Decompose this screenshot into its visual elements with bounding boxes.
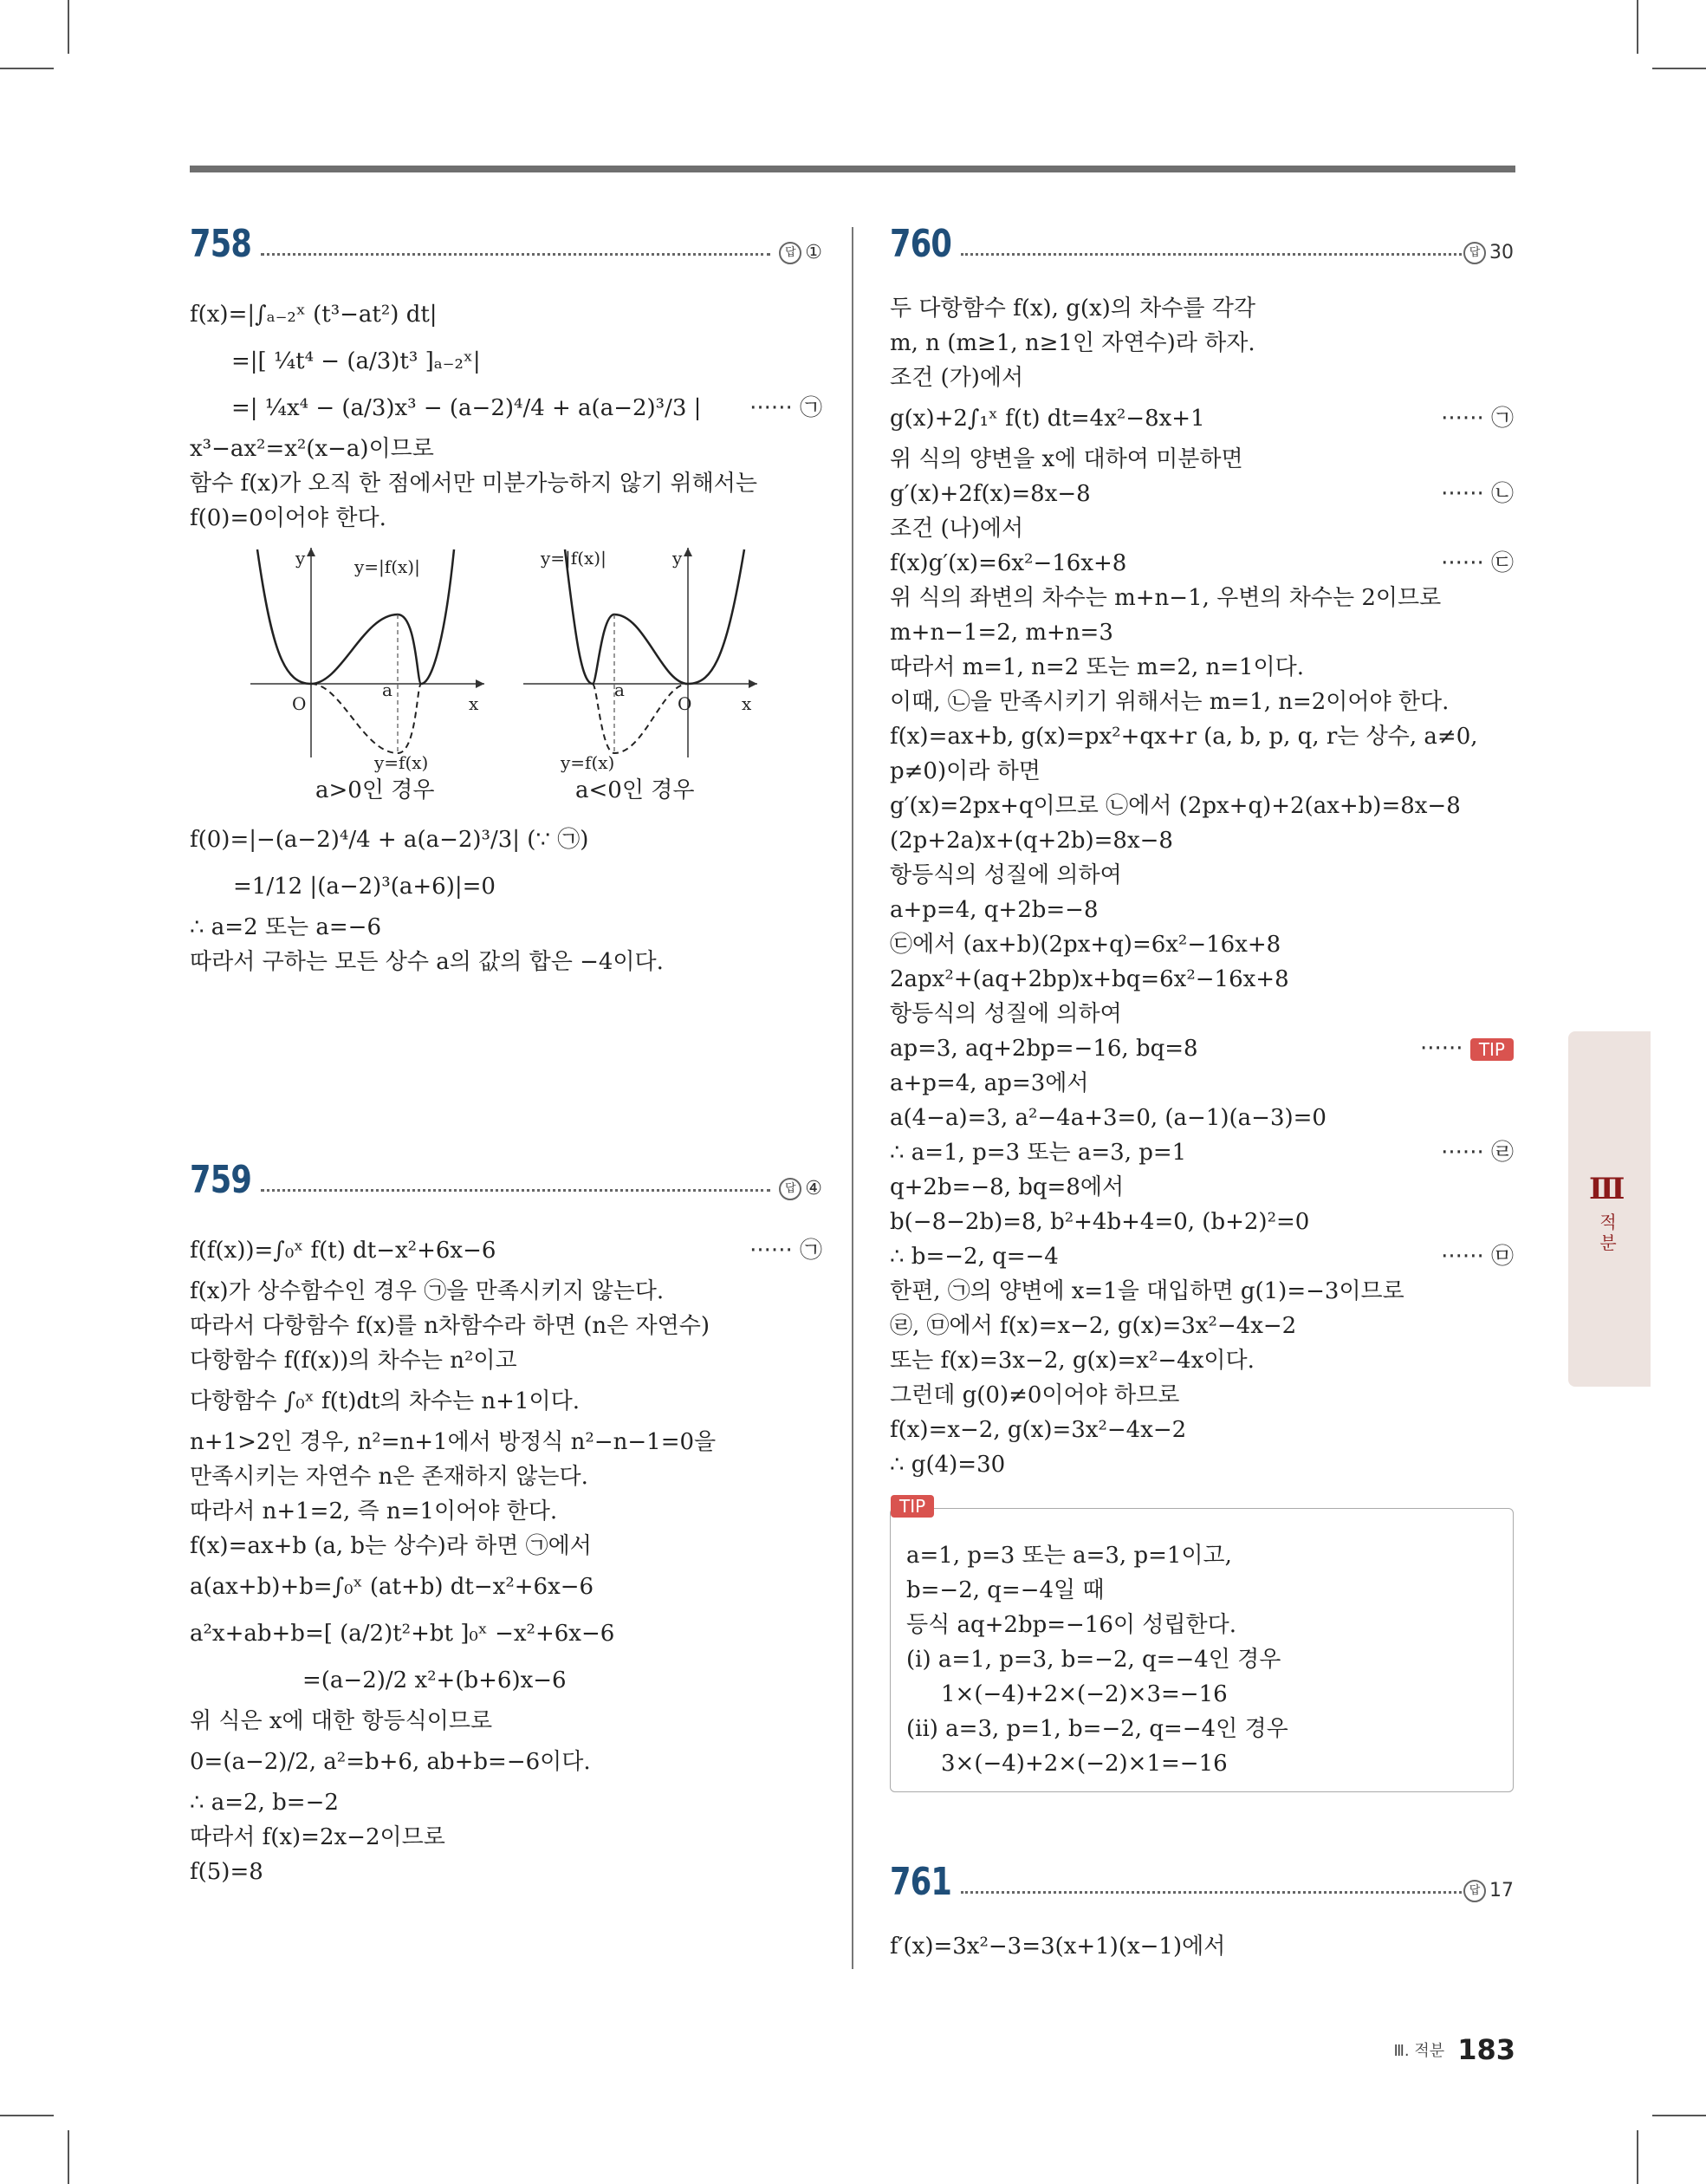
line-text: 따라서 m=1, n=2 또는 m=2, n=1이다. [890,654,1305,680]
line-text: f(x)=ax+b (a, b는 상수)라 하면 ㉠에서 [190,1533,592,1559]
solution-line [890,1031,1514,1066]
right-column [890,222,1514,1960]
solution-line [890,754,1514,789]
solution-line [890,1343,1514,1378]
line-text: g(x)+2∫₁ˣ f(t) dt=4x²−8x+1 [890,406,1205,432]
solution-line [890,1135,1514,1170]
solution-line [890,326,1514,361]
equation-mark: ······ ㉤ [1441,1244,1514,1270]
line-text: b(−8−2b)=8, b²+4b+4=0, (b+2)²=0 [890,1209,1310,1235]
solution-line [890,1239,1514,1274]
solution-line [890,1101,1514,1135]
line-text: ∴ a=2, b=−2 [190,1790,339,1816]
solution-line [190,1425,822,1459]
curve-label-abs: y=|f(x)| [354,556,420,577]
solution-line [190,1494,822,1529]
solution-line [890,962,1514,997]
line-text: 위 식의 양변을 x에 대하여 미분하면 [890,446,1243,472]
solution-line [890,615,1514,650]
line-text: a(4−a)=3, a²−4a+3=0, (a−1)(a−3)=0 [890,1105,1327,1131]
line-text: f(0)=|−(a−2)⁴/4 + a(a−2)³/3| (∵ ㉠) [190,827,589,853]
tip-line [906,1573,1497,1608]
solution-lines [190,816,822,979]
crop-mark [1637,0,1638,54]
footer-chapter: Ⅲ. 적분 [1393,2042,1445,2060]
solution-line [190,1820,822,1855]
problem-header [890,222,1514,283]
line-text: f(5)=8 [190,1859,263,1885]
solution-line [190,1739,822,1785]
solution-line [190,338,822,385]
line-text: a(ax+b)+b=∫₀ˣ (at+b) dt−x²+6x−6 [190,1574,594,1600]
solution-line [190,1227,822,1274]
line-text: 이때, ㉡을 만족시키기 위해서는 m=1, n=2이어야 한다. [890,689,1450,715]
crop-mark [1652,2115,1706,2116]
line-text: 등식 aq+2bp=−16이 성립한다. [906,1612,1237,1638]
equation-mark: ······ ㉠ [749,1238,822,1264]
answer-label [779,236,822,270]
solution-line [890,361,1514,395]
solution-line [890,1205,1514,1239]
line-text: (i) a=1, p=3, b=−2, q=−4인 경우 [906,1647,1281,1673]
solution-line [190,1785,822,1820]
line-text: 따라서 다항함수 f(x)를 n차함수라 하면 (n은 자연수) [190,1313,710,1339]
answer-icon: 답 [779,1178,801,1200]
crop-mark [0,2115,54,2116]
line-text: p≠0)이라 하면 [890,758,1041,784]
problem-number: 758 [190,222,252,266]
tip-badge: TIP [891,1495,934,1518]
line-text: 3×(−4)+2×(−2)×1=−16 [941,1751,1228,1777]
problem-number: 760 [890,222,952,266]
line-text: =| ¼x⁴ − (a/3)x³ − (a−2)⁴/4 + a(a−2)³/3 | [231,395,702,421]
chapter-label: 적분 [1599,1212,1617,1253]
crop-mark [68,0,69,54]
solution-line [190,945,822,979]
equation-mark: ······ ㉢ [1441,550,1514,576]
problem-number: 759 [190,1158,252,1202]
solution-lines [890,291,1514,1482]
line-text: f(x)g′(x)=6x²−16x+8 [890,550,1127,576]
equation-mark: ······ ㉡ [1441,481,1514,507]
graph-a-negative [523,548,757,757]
equation-mark: ······ ㉣ [1441,1140,1514,1166]
problem-761 [890,1860,1514,1964]
chapter-roman: Ⅲ [1589,1172,1625,1206]
solution-line [890,927,1514,962]
crop-mark [1637,2130,1638,2184]
graphs-svg [190,541,822,775]
tip-line [906,1746,1497,1781]
problem-758 [190,222,822,979]
line-text: a=1, p=3 또는 a=3, p=1이고, [906,1543,1232,1569]
curve-label-f: y=f(x) [374,752,429,773]
line-text: f(x)=|∫ₐ₋₂ˣ (t³−at²) dt| [190,302,438,328]
solution-line [890,789,1514,823]
line-text: 다항함수 f(f(x))의 차수는 n²이고 [190,1348,517,1374]
solution-line [190,501,822,536]
line-text: a²x+ab+b=[ (a/2)t²+bt ]₀ˣ −x²+6x−6 [190,1621,615,1647]
page-number: 183 [1457,2033,1515,2066]
answer-icon: 답 [779,242,801,264]
graph-figures [190,541,822,809]
solution-lines [190,1227,822,1889]
page-footer [1393,2033,1515,2066]
solution-line [890,858,1514,893]
line-text: =(a−2)/2 x²+(b+6)x−6 [302,1667,567,1693]
line-text: 항등식의 성질에 의하여 [890,1001,1122,1027]
solution-line [890,1170,1514,1205]
answer-icon: 답 [1463,1880,1486,1902]
line-text: 위 식은 x에 대한 항등식이므로 [190,1708,493,1734]
line-text: 1×(−4)+2×(−2)×3=−16 [941,1681,1228,1707]
line-text: f(x)=ax+b, g(x)=px²+qx+r (a, b, p, q, r는 상수, a≠0, [890,724,1478,750]
solution-line [190,1657,822,1704]
line-text: f(f(x))=∫₀ˣ f(t) dt−x²+6x−6 [190,1238,496,1264]
solution-line [190,816,822,863]
chapter-tab [1568,1031,1651,1387]
line-text: b=−2, q=−4일 때 [906,1577,1105,1603]
line-text: (ii) a=3, p=1, b=−2, q=−4인 경우 [906,1716,1288,1742]
line-text: =1/12 |(a−2)³(a+6)|=0 [233,874,496,900]
line-text: 그런데 g(0)≠0이어야 하므로 [890,1382,1180,1408]
line-text: 따라서 n+1=2, 즉 n=1이어야 한다. [190,1498,558,1524]
line-text: ap=3, aq+2bp=−16, bq=8 [890,1036,1198,1062]
line-text: q+2b=−8, bq=8에서 [890,1174,1125,1200]
solution-lines [190,291,822,536]
line-text: a+p=4, ap=3에서 [890,1070,1089,1096]
line-text: a+p=4, q+2b=−8 [890,897,1099,923]
line-text: f(x)=x−2, g(x)=3x²−4x−2 [890,1417,1187,1443]
solution-line [190,1343,822,1378]
line-text: ㉢에서 (ax+b)(2px+q)=6x²−16x+8 [890,932,1281,958]
leader-dots [961,1891,1462,1894]
leader-dots [261,253,770,256]
tip-line [906,1712,1497,1746]
answer-value: 17 [1489,1880,1514,1901]
line-text: 따라서 구하는 모든 상수 a의 값의 합은 −4이다. [190,949,664,975]
line-text: 2apx²+(aq+2bp)x+bq=6x²−16x+8 [890,966,1289,992]
problem-header [190,1158,822,1219]
solution-line [890,477,1514,511]
answer-value: ④ [805,1178,822,1199]
solution-line [890,1309,1514,1343]
solution-line [890,1274,1514,1309]
solution-line [190,1704,822,1739]
solution-line [190,1529,822,1563]
solution-line [890,1413,1514,1447]
line-text: ∴ b=−2, q=−4 [890,1244,1059,1270]
crop-mark [68,2130,69,2184]
origin-label: O [678,693,692,714]
equation-mark: ······ ㉠ [749,395,822,421]
line-text: 두 다항함수 f(x), g(x)의 차수를 각각 [890,296,1256,322]
crop-mark [0,68,54,69]
solution-line [890,291,1514,326]
solution-line [890,685,1514,719]
solution-line [190,1563,822,1610]
solution-line [890,546,1514,581]
crop-mark [1652,68,1706,69]
solution-line [190,466,822,501]
line-text: ∴ g(4)=30 [890,1452,1006,1478]
line-text: g′(x)=2px+q이므로 ㉡에서 (2px+q)+2(ax+b)=8x−8 [890,793,1461,819]
solution-line [890,1929,1514,1964]
line-text: g′(x)+2f(x)=8x−8 [890,481,1091,507]
line-text: 다항함수 ∫₀ˣ f(t)dt의 차수는 n+1이다. [190,1388,580,1414]
solution-line [890,823,1514,858]
line-text: ∴ a=2 또는 a=−6 [190,914,382,940]
line-text: 위 식의 좌변의 차수는 m+n−1, 우변의 차수는 2이므로 [890,585,1442,611]
solution-line [890,511,1514,546]
equation-mark: ······ ㉠ [1441,406,1514,432]
origin-label: O [292,693,307,714]
point-label-a: a [382,679,392,700]
answer-label [1463,1874,1514,1908]
problem-number: 761 [890,1860,952,1904]
tip-line [906,1608,1497,1642]
problem-header [190,222,822,283]
line-text: 0=(a−2)/2, a²=b+6, ab+b=−6이다. [190,1749,591,1775]
solution-line [190,291,822,338]
tip-box [890,1496,1514,1792]
solution-line [190,1274,822,1309]
point-label-a: a [614,679,625,700]
line-text: m+n−1=2, m+n=3 [890,620,1113,646]
solution-line [890,581,1514,615]
solution-line [890,893,1514,927]
solution-line [190,1378,822,1425]
line-text: 한편, ㉠의 양변에 x=1을 대입하면 g(1)=−3이므로 [890,1278,1404,1304]
line-text: ㉣, ㉤에서 f(x)=x−2, g(x)=3x²−4x−2 [890,1313,1297,1339]
solution-line [190,1459,822,1494]
tip-line [906,1677,1497,1712]
line-text: (2p+2a)x+(q+2b)=8x−8 [890,828,1173,854]
curve-label-f: y=f(x) [561,752,615,773]
line-text: m, n (m≥1, n≥1인 자연수)라 하자. [890,330,1255,356]
line-text: ∴ a=1, p=3 또는 a=3, p=1 [890,1140,1187,1166]
leader-dots [261,1189,770,1192]
header-rule [190,166,1515,172]
line-text: f(x)가 상수함수인 경우 ㉠을 만족시키지 않는다. [190,1278,665,1304]
tip-badge: TIP [1470,1038,1514,1061]
line-text: n+1>2인 경우, n²=n+1에서 방정식 n²−n−1=0을 [190,1429,717,1455]
left-column [190,222,822,1885]
figure-caption: a>0인 경우 [315,777,435,803]
solution-line [890,719,1514,754]
solution-line [190,910,822,945]
line-text: 또는 f(x)=3x−2, g(x)=x²−4x이다. [890,1348,1255,1374]
axis-label-x: x [742,693,752,714]
line-text: 조건 (가)에서 [890,365,1024,391]
line-text: 따라서 f(x)=2x−2이므로 [190,1824,445,1850]
axis-label-y: y [672,548,683,569]
problem-header [890,1860,1514,1921]
line-text: =|[ ¼t⁴ − (a/3)t³ ]ₐ₋₂ˣ| [231,348,481,374]
line-text: f(0)=0이어야 한다. [190,505,386,531]
axis-label-y: y [295,548,306,569]
solution-line [190,432,822,466]
tip-line [906,1538,1497,1573]
solution-line [190,1855,822,1889]
solution-line [190,1610,822,1657]
line-text: f′(x)=3x²−3=3(x+1)(x−1)에서 [890,1934,1226,1960]
axis-label-x: x [469,693,479,714]
solution-line [890,442,1514,477]
figure-caption: a<0인 경우 [575,777,695,803]
solution-line [890,395,1514,442]
curve-label-abs: y=|f(x)| [541,548,607,569]
solution-line [890,1378,1514,1413]
line-text: 함수 f(x)가 오직 한 점에서만 미분가능하지 않기 위해서는 [190,471,757,497]
answer-value: 30 [1489,242,1514,263]
tip-line [906,1642,1497,1677]
line-text: x³−ax²=x²(x−a)이므로 [190,436,434,462]
problem-759 [190,1158,822,1889]
solution-line [890,1066,1514,1101]
answer-icon: 답 [1463,242,1486,264]
tip-reference: ······ TIP [1420,1031,1514,1066]
solution-line [190,385,822,432]
answer-label [1463,236,1514,270]
line-text: 조건 (나)에서 [890,516,1024,542]
solution-line [890,650,1514,685]
solution-line [190,863,822,910]
solution-line [890,1447,1514,1482]
line-text: 항등식의 성질에 의하여 [890,862,1122,888]
answer-value: ① [805,242,822,263]
answer-label [779,1172,822,1206]
column-divider [852,227,853,1969]
problem-760 [890,222,1514,1792]
solution-line [190,1309,822,1343]
solution-line [890,997,1514,1031]
line-text: 만족시키는 자연수 n은 존재하지 않는다. [190,1464,588,1490]
leader-dots [961,253,1462,256]
